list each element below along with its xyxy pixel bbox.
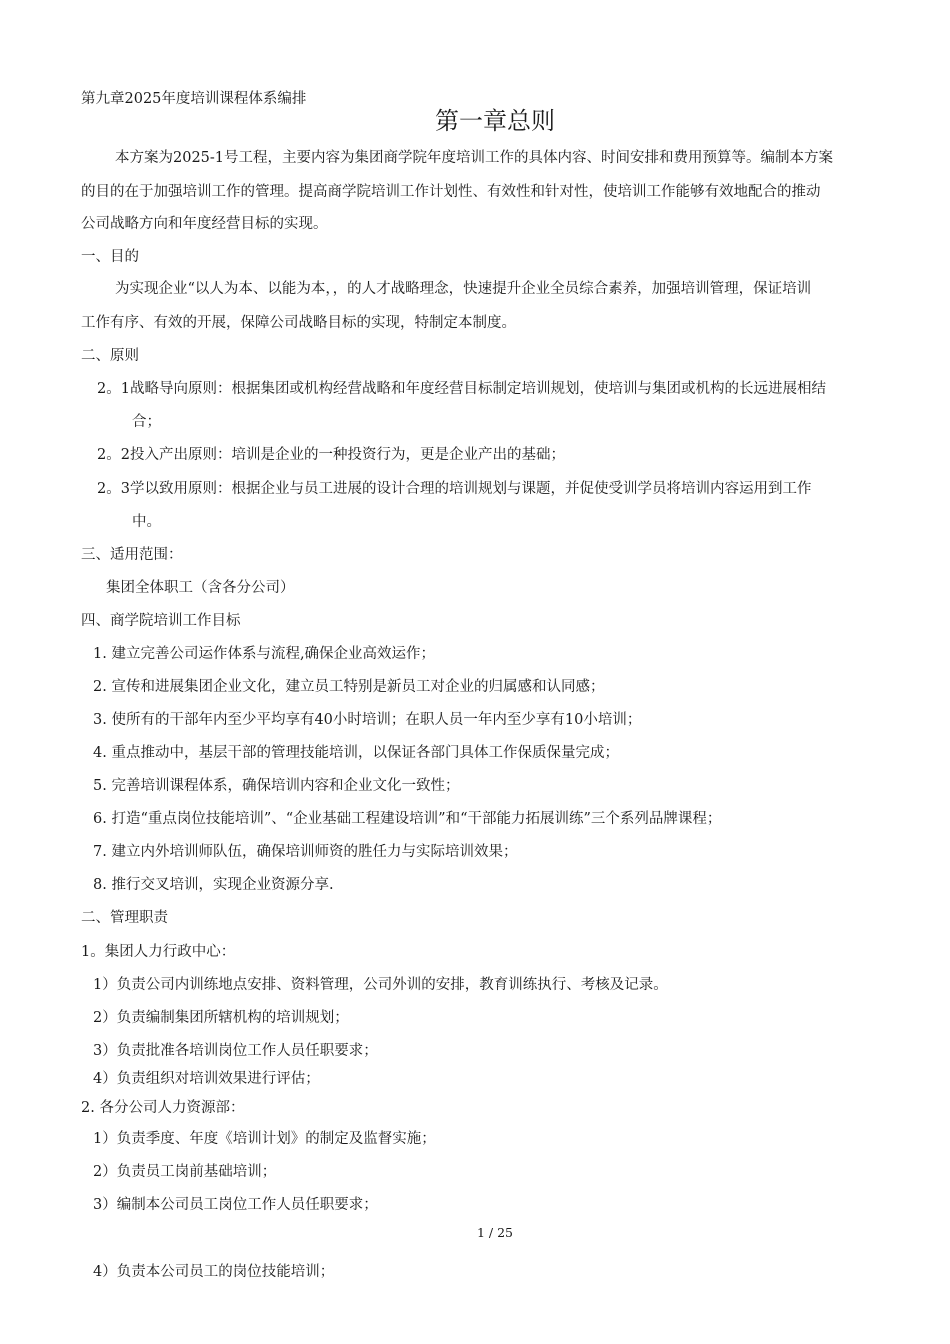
goal-item: 7. 建立内外培训师队伍，确保培训师资的胜任力与实际培训效果；: [93, 844, 518, 860]
principle-line: 合；: [132, 414, 161, 430]
purpose-line: 为实现企业“以人为本、以能为本，，的人才战略理念，快速提升企业全员综合素养，加强培训管理，保证培训: [115, 281, 812, 297]
chapter-title: 第一章总则: [435, 107, 555, 135]
goal-item: 6. 打造“重点岗位技能培训”、“企业基础工程建设培训”和“干部能力拓展训练”三个系列品牌课程；: [93, 811, 722, 827]
duty-item: 3）负责批准各培训岗位工作人员任职要求；: [93, 1043, 378, 1059]
section-heading-scope: 三、适用范围：: [81, 547, 183, 563]
section-heading-duties: 二、管理职责: [81, 910, 168, 926]
duty-item: 2）负责编制集团所辖机构的培训规划；: [93, 1010, 349, 1026]
goal-item: 2. 宣传和进展集团企业文化，建立员工特别是新员工对企业的归属感和认同感；: [93, 679, 605, 695]
goal-item: 3. 使所有的干部年内至少平均享有40小时培训；在职人员一年内至少享有10小培训；: [93, 712, 642, 728]
principle-line: 2。1战略导向原则：根据集团或机构经营战略和年度经营目标制定培训规划，使培训与集团或机构的长远进展相结: [97, 381, 826, 397]
duty-item: 1）负责季度、年度《培训计划》的制定及监督实施；: [93, 1131, 436, 1147]
document-header: 第九章2025年度培训课程体系编排: [81, 91, 307, 107]
intro-line: 的目的在于加强培训工作的管理。提高商学院培训工作计划性、有效性和针对性，使培训工作能够有效地配合的推动: [81, 184, 821, 200]
duty-item: 4）负责组织对培训效果进行评估；: [93, 1071, 320, 1087]
principle-line: 2。3学以致用原则：根据企业与员工进展的设计合理的培训规划与课题，并促使受训学员将培训内容运用到工作: [97, 481, 812, 497]
section-heading-principles: 二、原则: [81, 348, 139, 364]
scope-line: 集团全体职工（含各分公司）: [106, 580, 295, 596]
intro-line: 本方案为2025-1号工程，主要内容为集团商学院年度培训工作的具体内容、时间安排和费用预算等。编制本方案: [115, 150, 834, 166]
section-heading-goals: 四、商学院培训工作目标: [81, 613, 241, 629]
page-number: 1 / 25: [476, 1225, 514, 1240]
duty-subheading: 1。集团人力行政中心：: [81, 944, 236, 960]
principle-line: 中。: [132, 514, 161, 530]
next-page-line: 4）负责本公司员工的岗位技能培训；: [93, 1264, 335, 1280]
principle-line: 2。2投入产出原则：培训是企业的一种投资行为，更是企业产出的基础；: [97, 447, 565, 463]
goal-item: 5. 完善培训课程体系，确保培训内容和企业文化一致性；: [93, 778, 460, 794]
intro-line: 公司战略方向和年度经营目标的实现。: [81, 216, 328, 232]
purpose-line: 工作有序、有效的开展，保障公司战略目标的实现，特制定本制度。: [81, 315, 516, 331]
duty-item: 2）负责员工岗前基础培训；: [93, 1164, 277, 1180]
duty-item: 1）负责公司内训练地点安排、资料管理，公司外训的安排，教育训练执行、考核及记录。: [93, 977, 668, 993]
goal-item: 8. 推行交叉培训，实现企业资源分享.: [93, 877, 334, 893]
duty-item: 3）编制本公司员工岗位工作人员任职要求；: [93, 1197, 378, 1213]
goal-item: 4. 重点推动中，基层干部的管理技能培训，以保证各部门具体工作保质保量完成；: [93, 745, 619, 761]
duty-subheading: 2. 各分公司人力资源部：: [81, 1100, 245, 1116]
section-heading-purpose: 一、目的: [81, 249, 139, 265]
goal-item: 1. 建立完善公司运作体系与流程,确保企业高效运作；: [93, 646, 436, 662]
